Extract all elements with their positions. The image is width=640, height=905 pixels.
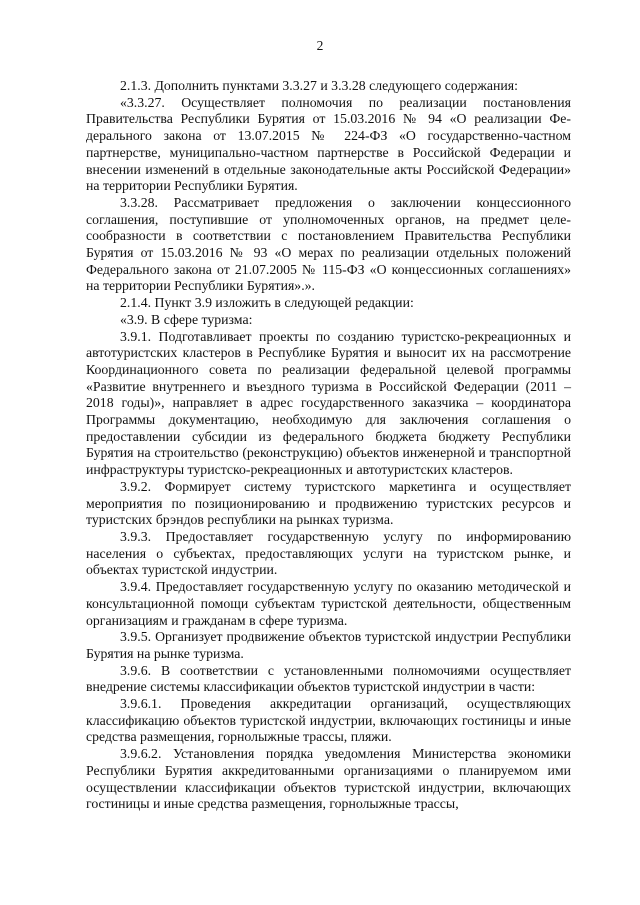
paragraph-3-3-28: 3.3.28. Рассматривает предложения о заключении концессионного соглашения, поступившие от уполномоченных органов, на предмет целесообразности в соответствии с постановлением Правительства Республики Бурятия от 15.03.2016 № 93 «О мерах по реализации отдельных положений Федерального закона от 21.07.2005 № 115-ФЗ «О концессионных соглашениях» на территории Республики Бурятия».». [86,194,571,294]
paragraph-3-9-4: 3.9.4. Предоставляет государственную услугу по оказанию методической и консультационной помощи субъектам туристской деятельности, общественным организациям и гражданам в сфере туризма. [86,579,571,628]
paragraph-3-9-6: 3.9.6. В соответствии с установленными полномочиями осуществляет внедрение системы классификации объектов туристской индустрии в части: [86,662,571,695]
paragraph-3-9-heading: «3.9. В сфере туризма: [120,311,253,327]
paragraph-2-1-3: 2.1.3. Дополнить пунктами 3.3.27 и 3.3.28 следующего содержания: [120,78,518,93]
paragraph-2-1-4: 2.1.4. Пункт 3.9 изложить в следующей редакции: [120,295,414,311]
paragraph-3-9-6-2: 3.9.6.2. Установления порядка уведомления Министерства экономики Республики Бурятия аккредитованными организациями о планируемом ими осуществлении классификации объектов туристской индустрии, включающих гостиницы и иные средства размещения, горнолыжные трассы, [86,746,571,812]
page-number: 2 [316,38,324,53]
paragraph-3-3-27: «3.3.27. Осуществляет полномочия по реализации постановления Правительства Республики Бурятия от 15.03.2016 № 94 «О реализации Федерального закона от 13.07.2015 № 224-ФЗ «О государственно-частном партнерстве, муниципально-частном партнерстве в Российской Федерации и внесении изменений в отдельные законодательные акты Российской Федерации» на территории Республики Бурятия. [86,94,571,194]
paragraph-3-9-2: 3.9.2. Формирует систему туристского маркетинга и осуществляет мероприятия по позиционированию и продвижению туристских ресурсов и туристских брэндов республики на рынках туризма. [86,478,571,528]
document-body [86,78,571,813]
paragraph-3-9-5: 3.9.5. Организует продвижение объектов туристской индустрии Республики Бурятия на рынке туризма. [86,629,571,661]
paragraph-3-9-3: 3.9.3. Предоставляет государственную услугу по информированию населения о субъектах, предоставляющих услуги на туристском рынке, и объектах туристской индустрии. [86,528,571,578]
paragraph-3-9-1: 3.9.1. Подготавливает проекты по созданию туристско-рекреационных и автотуристских кластеров в Республике Бурятия и выносит их на рассмотрение Координационного совета по реализации федеральной целевой программы «Развитие внутреннего и въездного туризма в Российской Федерации (2011 – 2018 годы)», направляет в адрес государственного заказчика – координатора Программы документацию, необходимую для заключения соглашения о предоставлении субсидии из федерального бюджета бюджету Республики Бурятия на строительство (реконструкцию) объектов инженерной и транспортной инфраструктуры туристско-рекреационных и автотуристских кластеров. [86,328,571,478]
paragraph-3-9-6-1: 3.9.6.1. Проведения аккредитации организаций, осуществляющих классификацию объектов туристской индустрии, включающих гостиницы и иные средства размещения, горнолыжные трассы, пляжи. [86,696,571,745]
